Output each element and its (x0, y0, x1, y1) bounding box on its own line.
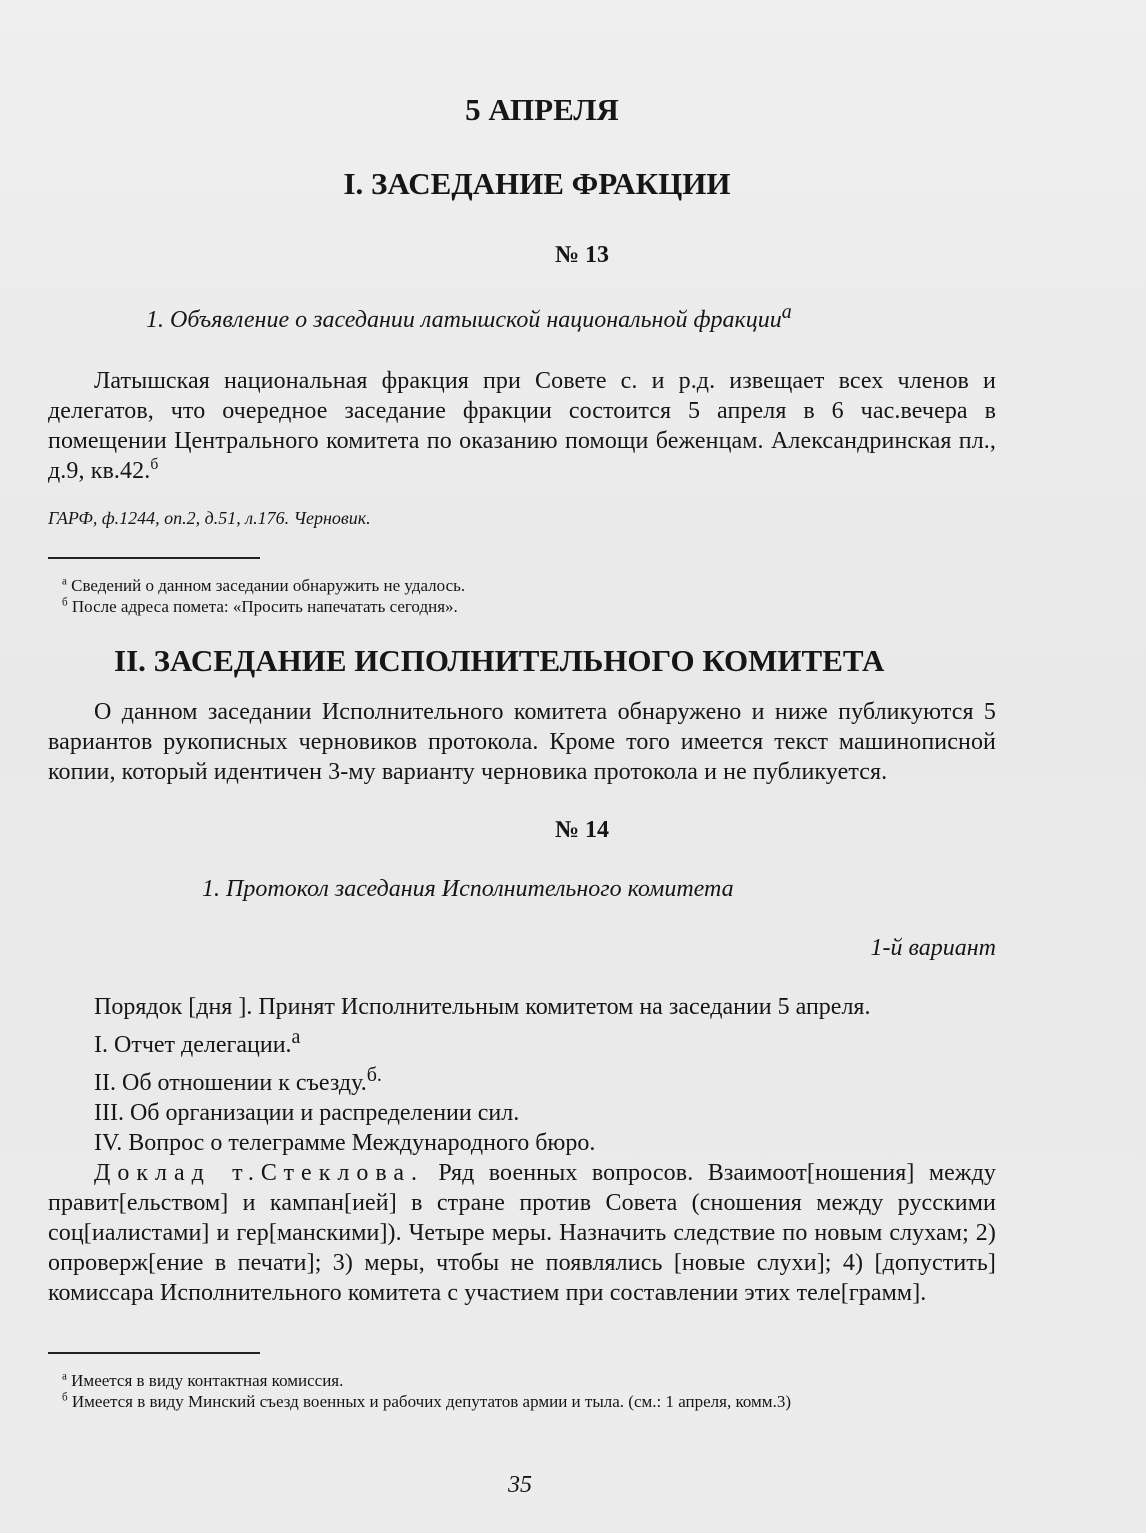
footnote-text: Сведений о данном заседании обнаружить не удалось. (71, 576, 466, 595)
footnote-divider (48, 1352, 260, 1354)
footnote-marker: б (150, 456, 159, 473)
footnote-divider (48, 557, 260, 559)
document-number: № 13 (554, 242, 610, 268)
footnote-text: Имеется в виду Минский съезд военных и рабочих депутатов армии и тыла. (см.: 1 апреля, комм.3) (71, 1392, 791, 1411)
footnote-marker: а (62, 1370, 67, 1383)
footnote (62, 1370, 996, 1391)
agenda-item (94, 1128, 996, 1158)
section-intro: О данном заседании Исполнительного комитета обнаружено и ниже публикуются 5 вариантов рукописных черновиков протокола. Кроме того имеется текст машинописной копии, который идентичен 3-му варианту черновика протокола и не публикуется. (48, 699, 996, 785)
page-number: 35 (508, 1472, 532, 1498)
footnote-marker: а (62, 575, 67, 588)
footnote-marker: б. (366, 1064, 382, 1086)
document-title: 1. Протокол заседания Исполнительного комитета (202, 876, 734, 902)
footnote-marker: а (291, 1026, 301, 1048)
footnote-marker: б (62, 596, 68, 609)
announcement-body: Латышская национальная фракция при Совете с. и р.д. извещает всех членов и делегатов, что очередное заседание фракции состоится 5 апреля в 6 час.вечера в помещении Центрального комитета по оказанию помощи беженцам. Александринская пл., д.9, кв.42. (48, 368, 996, 484)
document-title (146, 301, 996, 334)
date-heading: 5 АПРЕЛЯ (465, 92, 619, 127)
agenda-item-text: II. Об отношении к съезду. (94, 1070, 367, 1096)
footnote-marker: а (781, 301, 792, 323)
footnote-marker: б (62, 1391, 68, 1404)
report-paragraph (48, 1158, 996, 1308)
footnote (62, 1391, 996, 1412)
report-text: Ряд военных вопросов. Взаимоот[ношения] между правит[ельством] и кампан[ией] в стране против Совета (сношения между русскими соц[иалистами] и гер[манскими]). Четыре меры. Назначить следствие по новым слухам; 2) опроверж[ение в печати]; 3) меры, чтобы не появлялись [новые слухи]; 4) [допустить] комиссара Исполнительного комитета с участием при составлении этих теле[грамм]. (48, 1160, 996, 1306)
footnote (62, 596, 996, 617)
agenda-item (94, 1098, 996, 1128)
announcement-text (48, 366, 996, 486)
agenda-item-text: IV. Вопрос о телеграмме Международного бюро. (94, 1130, 596, 1156)
agenda-item-text: III. Об организации и распределении сил. (94, 1100, 520, 1126)
section-heading-faction: I. ЗАСЕДАНИЕ ФРАКЦИИ (343, 166, 731, 201)
footnote-text: Имеется в виду контактная комиссия. (71, 1371, 344, 1390)
archival-source: ГАРФ, ф.1244, оп.2, д.51, л.176. Черновик. (48, 508, 371, 528)
document-number: № 14 (554, 817, 610, 843)
agenda-item-text: I. Отчет делегации. (94, 1032, 292, 1058)
footnote-text: После адреса помета: «Просить напечатать сегодня». (71, 597, 458, 616)
report-speaker: Доклад т.Стеклова. (94, 1160, 424, 1186)
variant-label: 1-й вариант (870, 935, 996, 961)
document-title-text: 1. Объявление о заседании латышской национальной фракции (146, 307, 782, 333)
section-heading-committee: II. ЗАСЕДАНИЕ ИСПОЛНИТЕЛЬНОГО КОМИТЕТА (114, 643, 885, 678)
footnote (62, 575, 996, 596)
agenda-intro: Порядок [дня ]. Принят Исполнительным комитетом на заседании 5 апреля. (94, 994, 871, 1020)
agenda-item (94, 1060, 996, 1098)
agenda-item (94, 1022, 996, 1060)
